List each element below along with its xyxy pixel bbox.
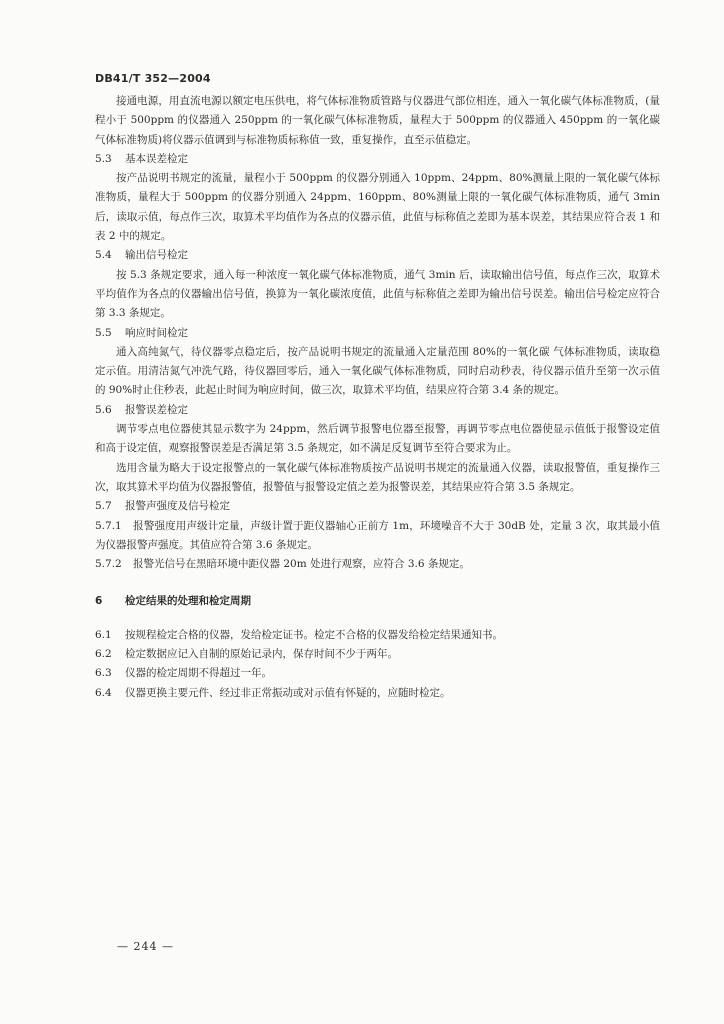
document-body (95, 92, 660, 703)
section-heading-5-3 (95, 150, 660, 169)
clause-text: 报警强度用声级计定量，声级计置于距仪器轴心正前方 1m，环境噪音不大于 30dB 处，定量 3 次，取其最小值为仪器报警声强度。其值应符合第 3.6 条规定。 (95, 519, 660, 551)
clause-text: 检定数据应记入自制的原始记录内，保存时间不少于两年。 (125, 648, 398, 661)
clause-6-2 (95, 645, 660, 664)
paragraph-5-6b: 选用含量为略大于设定报警点的一氧化碳气体标准物质按产品说明书规定的流量通入仪器，读取报警值，重复操作三次，取其算术平均值为仪器报警值，报警值与报警设定值之差为报警误差，其结果应符合第 3.5 条规定。 (95, 461, 660, 493)
section-title: 报警误差检定 (125, 403, 188, 416)
document-number: DB41/T 352—2004 (95, 72, 211, 85)
section-title: 响应时间检定 (125, 326, 188, 339)
section-number: 5.5 (95, 326, 112, 339)
clause-6-3 (95, 664, 660, 683)
paragraph-5-6a: 调节零点电位器使其显示数字为 24ppm，然后调节报警电位器至报警，再调节零点电位器使显示值低于报警设定值和高于设定值，观察报警误差是否满足第 3.5 条规定，如不满足反复调节至符合要求为止。 (95, 423, 660, 455)
section-title: 基本误差检定 (125, 152, 188, 165)
section-title: 输出信号检定 (125, 249, 188, 262)
page-number: — 244 — (117, 940, 174, 953)
clause-text: 报警光信号在黑暗环境中距仪器 20m 处进行观察，应符合 3.6 条规定。 (133, 558, 470, 571)
section-heading-5-5 (95, 324, 660, 343)
section-number: 5.6 (95, 403, 112, 416)
section-title: 报警声强度及信号检定 (125, 500, 230, 513)
clause-text: 仪器的检定周期不得超过一年。 (125, 667, 272, 680)
section-heading-5-6 (95, 401, 660, 420)
clause-number: 5.7.1 (95, 519, 122, 532)
chapter-title: 检定结果的处理和检定周期 (125, 595, 251, 608)
paragraph-5-4: 按 5.3 条规定要求，通入每一种浓度一氧化碳气体标准物质，通气 3min 后，读取输出信号值，每点作三次，取算术平均值作为各点的仪器输出信号值，换算为一氧化碳浓度值，此值与标称值之差即为输出信号误差。输出信号检定应符合第 3.3 条规定。 (95, 268, 660, 320)
section-number: 5.3 (95, 152, 112, 165)
chapter-heading-6 (95, 592, 660, 611)
clause-text: 按规程检定合格的仪器，发给检定证书。检定不合格的仪器发给检定结果通知书。 (125, 628, 503, 641)
clause-6-4 (95, 684, 660, 703)
paragraph-intro: 接通电源，用直流电源以额定电压供电，将气体标准物质管路与仪器进气部位相连，通入一氧化碳气体标准物质，(量程小于 500ppm 的仪器通入 250ppm 的一氧化碳气体标准物质，量程大于 500ppm 的仪器通入 450ppm 的一氧化碳气体标准物质)将仪器示值调到与标准物质标称值一致，重复操作，直至示值稳定。 (95, 95, 660, 146)
clause-number: 6.4 (95, 686, 112, 699)
clause-5-7-2 (95, 555, 660, 574)
paragraph-5-3: 按产品说明书规定的流量，量程小于 500ppm 的仪器分别通入 10ppm、24ppm、80%测量上限的一氧化碳气体标准物质，量程大于 500ppm 的仪器分别通入 24ppm、160ppm、80%测量上限的一氧化碳气体标准物质，通气 3min 后，读取示值，每点作三次，取算术平均值作为各点的仪器示值，此值与标称值之差即为基本误差，其结果应符合表 1 和表 2 中的规定。 (95, 172, 660, 243)
section-heading-5-4 (95, 246, 660, 265)
chapter-number: 6 (95, 595, 103, 608)
section-number: 5.7 (95, 500, 112, 513)
paragraph-5-5: 通入高纯氮气，待仪器零点稳定后，按产品说明书规定的流量通入定量范围 80%的一氧化碳 气体标准物质，读取稳定示值。用清洁氮气冲洗气路，待仪器回零后，通入一氧化碳气体标准物质，同时启动秒表，待仪器示值升至第一次示值的 90%时止住秒表，此起止时间为响应时间，做三次，取算术平均值，结果应符合第 3.4 条的规定。 (95, 345, 660, 397)
section-number: 5.4 (95, 249, 112, 262)
clause-6-1 (95, 626, 660, 645)
section-heading-5-7 (95, 497, 660, 516)
clause-text: 仪器更换主要元件、经过非正常振动或对示值有怀疑的，应随时检定。 (125, 686, 451, 699)
clause-number: 6.3 (95, 667, 112, 680)
clause-number: 5.7.2 (95, 558, 122, 571)
clause-5-7-1 (95, 517, 660, 556)
clause-number: 6.2 (95, 648, 112, 661)
clause-number: 6.1 (95, 628, 112, 641)
